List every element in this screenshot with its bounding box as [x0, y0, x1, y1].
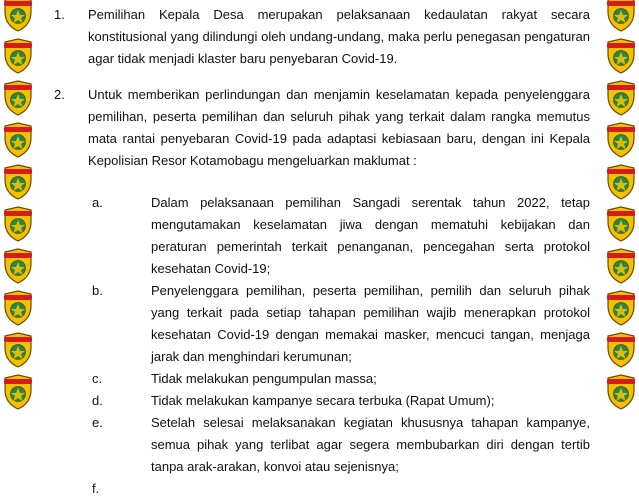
police-badge-icon [606, 164, 636, 200]
police-badge-icon [606, 0, 636, 32]
police-badge-icon [606, 38, 636, 74]
police-badge-icon [3, 38, 33, 74]
sub-list [52, 192, 590, 496]
police-badge-icon [606, 122, 636, 158]
numbered-item-1 [52, 4, 590, 70]
sub-letter: a. [92, 195, 103, 210]
sub-item-c [52, 368, 590, 390]
sub-letter: f. [92, 481, 100, 496]
sub-item-a [52, 192, 590, 280]
sub-item-e [52, 412, 590, 478]
police-badge-icon [3, 248, 33, 284]
sub-item-b [52, 280, 590, 368]
numbered-item-2 [52, 84, 590, 172]
police-badge-icon [3, 164, 33, 200]
sub-text: Dalam pelaksanaan pemilihan Sangadi serentak tahun 2022, tetap mengutamakan keselamatan jiwa dengan mematuhi kebijakan dan peraturan pemerintah terkait penanganan, pencegahan serta protokol kesehatan Covid-19; [151, 195, 590, 276]
sub-text: Setelah selesai melaksanakan kegiatan khususnya tahapan kampanye, semua pihak yang terlibat agar segera membubarkan diri dengan tertib tanpa arak-arakan, konvoi atau sejenisnya; [151, 415, 590, 474]
police-badge-icon [3, 0, 33, 32]
item-text: Pemilihan Kepala Desa merupakan pelaksanaan kedaulatan rakyat secara konstitusional yang dilindungi oleh undang-undang, maka perlu penegasan pengaturan agar tidak menjadi klaster baru penyebaran Covid-19. [88, 7, 590, 66]
police-badge-icon [3, 206, 33, 242]
sub-letter: d. [92, 393, 103, 408]
police-badge-icon [3, 332, 33, 368]
sub-text: Penyelenggara pemilihan, peserta pemilihan, pemilih dan seluruh pihak yang terkait pada setiap tahapan pemilihan wajib menerapkan protokol kesehatan Covid-19 dengan memakai masker, mencuci tangan, menjaga jarak dan menghindari kerumunan; [151, 283, 590, 364]
left-badge-border [0, 0, 36, 430]
right-badge-border [603, 0, 639, 430]
police-badge-icon [606, 332, 636, 368]
item-number: 1. [54, 7, 65, 22]
item-text: Untuk memberikan perlindungan dan menjamin keselamatan kepada penyelenggara pemilihan, peserta pemilihan dan seluruh pihak yang terkait dalam rangka memutus mata rantai penyebaran Covid-19 pada adaptasi kebiasaan baru, dengan ini Kepala Kepolisian Resor Kotamobagu mengeluarkan maklumat : [88, 87, 590, 168]
police-badge-icon [3, 374, 33, 410]
police-badge-icon [606, 206, 636, 242]
sub-item-d [52, 390, 590, 412]
document-body [52, 0, 590, 496]
police-badge-icon [606, 248, 636, 284]
sub-letter: b. [92, 283, 103, 298]
sub-text: Tidak melakukan pengumpulan massa; [151, 371, 377, 386]
police-badge-icon [606, 374, 636, 410]
police-badge-icon [3, 290, 33, 326]
sub-letter: c. [92, 371, 103, 386]
police-badge-icon [606, 290, 636, 326]
police-badge-icon [3, 80, 33, 116]
item-number: 2. [54, 87, 65, 102]
sub-text: Tidak melakukan kampanye secara terbuka (Rapat Umum); [151, 393, 495, 408]
sub-letter: e. [92, 415, 103, 430]
police-badge-icon [3, 122, 33, 158]
police-badge-icon [606, 80, 636, 116]
